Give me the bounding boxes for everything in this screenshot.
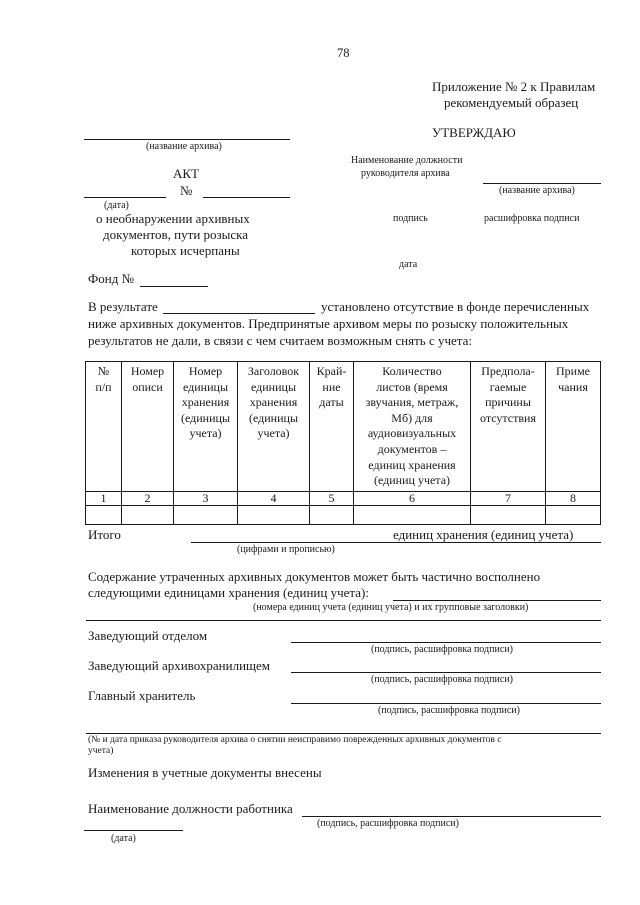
order-note-line-2: учета) [88,746,114,756]
number-sign: № [180,183,193,198]
archive-name-line [84,139,290,140]
content-hint: (номера единиц учета (единиц учета) и их групповые заголовки) [253,602,529,613]
col-header-sheets: Количество листов (время звучания, метраж, Мб) для аудиовизуальных документов – единиц хранения (единиц учета) [354,362,471,492]
table-cell[interactable] [471,505,546,524]
page-number: 78 [337,46,350,60]
content-extra-line [86,620,601,621]
signature-hint: (подпись, расшифровка подписи) [371,674,513,685]
signature-line [291,642,601,643]
employee-hint: (подпись, расшифровка подписи) [317,818,459,829]
table-cell[interactable] [174,505,238,524]
table-cell[interactable] [546,505,601,524]
archive-name-right-line [483,183,601,184]
date-line [84,197,166,198]
table-cell[interactable] [86,505,122,524]
act-subject-line-2: документов, пути розыска [103,227,249,242]
table-cell[interactable] [238,505,310,524]
column-number: 2 [122,491,174,505]
archive-name-hint: (название архива) [146,141,222,152]
signature-line [291,703,601,704]
act-subject-line-1: о необнаружении архивных [96,211,250,226]
head-of-archive-label: руководителя архива [361,168,450,179]
signature-hint: (подпись, расшифровка подписи) [371,644,513,655]
signature-decoding-hint: расшифровка подписи [484,213,580,224]
signature-hint: подпись [393,213,428,224]
employee-line [302,816,601,817]
result-suffix: установлено отсутствие в фонде перечисленных [321,299,590,314]
content-line-2: следующими единицами хранения (единиц учета): [88,585,369,600]
missing-documents-table [85,361,601,525]
footer-date-hint: (дата) [111,833,136,844]
col-header-dates: Край- ние даты [310,362,354,492]
body-line-2: ниже архивных документов. Предпринятые архивом меры по розыску положительных [88,316,569,331]
date-hint: (дата) [104,200,129,211]
col-header-number: № п/п [86,362,122,492]
fund-label: Фонд № [88,271,134,286]
content-line-1: Содержание утраченных архивных документов может быть частично восполнено [88,569,541,584]
signature-role: Заведующий отделом [88,628,208,643]
footer-date-line [84,830,183,831]
column-number: 4 [238,491,310,505]
signature-line [291,672,601,673]
approve-label: УТВЕРЖДАЮ [432,125,516,140]
column-number: 5 [310,491,354,505]
table-row [86,505,601,524]
signature-role: Главный хранитель [88,688,196,703]
employee-label: Наименование должности работника [88,801,293,816]
body-line-3: результатов не дали, в связи с чем считаем возможным снять с учета: [88,333,473,348]
act-title: АКТ [173,166,199,181]
content-line [393,600,601,601]
table-cell[interactable] [354,505,471,524]
total-label: Итого [88,527,121,542]
position-label: Наименование должности [351,155,463,166]
col-header-reasons: Предпола- гаемые причины отсутствия [471,362,546,492]
column-number: 7 [471,491,546,505]
total-hint: (цифрами и прописью) [237,544,335,555]
column-number: 6 [354,491,471,505]
act-subject-line-3: которых исчерпаны [131,243,240,258]
column-number: 8 [546,491,601,505]
signature-role: Заведующий архивохранилищем [88,658,271,673]
col-header-notes: Приме чания [546,362,601,492]
order-line [86,733,601,734]
result-prefix: В результате [88,299,158,314]
col-header-unit-number: Номер единицы хранения (единицы учета) [174,362,238,492]
col-header-unit-title: Заголовок единицы хранения (единицы учета) [238,362,310,492]
total-line [191,542,601,543]
fund-number-line [140,286,208,287]
sample-label: рекомендуемый образец [444,95,579,110]
col-header-inventory: Номер описи [122,362,174,492]
total-units-label: единиц хранения (единиц учета) [393,527,574,542]
order-note-line-1: (№ и дата приказа руководителя архива о снятии неисправимо поврежденных архивных документов с [88,735,502,745]
table-cell[interactable] [122,505,174,524]
archive-name-right-hint: (название архива) [499,185,575,196]
table-cell[interactable] [310,505,354,524]
number-line [203,197,290,198]
result-blank-line [163,313,315,314]
signature-hint: (подпись, расшифровка подписи) [378,705,520,716]
appendix-label: Приложение № 2 к Правилам [432,79,596,94]
column-number: 1 [86,491,122,505]
column-number: 3 [174,491,238,505]
column-number-row [86,491,601,505]
date-right-hint: дата [399,259,418,270]
changes-label: Изменения в учетные документы внесены [88,765,322,780]
